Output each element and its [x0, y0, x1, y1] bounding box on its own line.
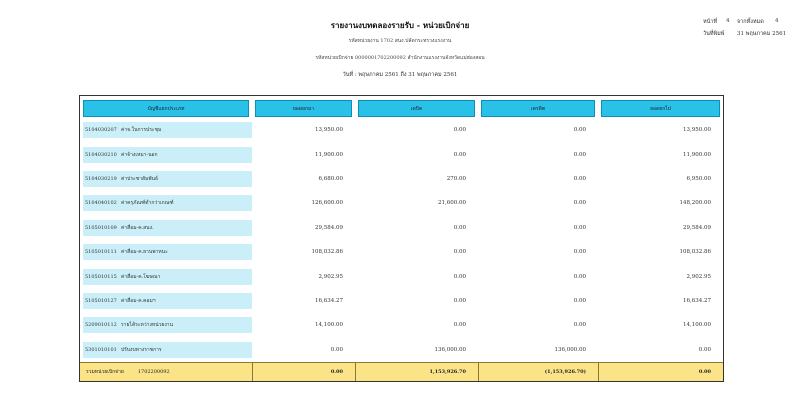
- column-header-carried-forward: ยอดยกไป: [598, 96, 723, 118]
- account-code: 5104040102: [85, 200, 117, 207]
- total-pages: 4: [775, 18, 779, 24]
- credit-cell: 0.00: [573, 175, 586, 182]
- account-code: 5105010127: [85, 297, 117, 304]
- account-code: 5104030210: [85, 151, 117, 158]
- carried-forward-cell: 29,584.09: [683, 224, 711, 231]
- credit-cell: 136,000.00: [554, 346, 586, 353]
- table-row: [80, 142, 723, 166]
- trial-balance-table: [79, 95, 724, 382]
- table-row: [80, 313, 723, 337]
- account-name: ค่าจ.ในการประชุม: [121, 127, 162, 134]
- carried-forward-cell: 16,634.27: [683, 297, 711, 304]
- total-label-cell: [80, 362, 252, 381]
- account-cell: [80, 264, 252, 288]
- brought-forward-cell: 16,634.27: [315, 297, 343, 304]
- column-header-debit: เดบิต: [355, 96, 478, 118]
- account-name: ค่าสื่อม-ค.ยานพาหนะ: [121, 249, 168, 256]
- credit-cell: 0.00: [573, 224, 586, 231]
- carried-forward-cell: 108,032.86: [679, 249, 711, 256]
- account-cell: [80, 191, 252, 215]
- debit-cell: 0.00: [453, 224, 466, 231]
- account-cell: [80, 240, 252, 264]
- account-name: ค่าสื่อม-ค.โฆษณา: [121, 273, 161, 280]
- account-code: 5105010109: [85, 224, 117, 231]
- debit-cell: 0.00: [453, 297, 466, 304]
- brought-forward-cell: 0.00: [330, 346, 343, 353]
- debit-cell: 21,600.00: [438, 200, 466, 207]
- table-header-row: [80, 96, 723, 118]
- table-row: [80, 167, 723, 191]
- brought-forward-cell: 13,950.00: [315, 127, 343, 134]
- account-cell: [80, 338, 252, 362]
- table-row: [80, 216, 723, 240]
- credit-cell: 0.00: [573, 297, 586, 304]
- account-name: ค่าครุภัณฑ์ต่ำกว่าเกณฑ์: [121, 200, 174, 207]
- credit-cell: 0.00: [573, 127, 586, 134]
- column-header-brought-forward: ยอดยกมา: [252, 96, 355, 118]
- brought-forward-cell: 2,902.95: [318, 273, 343, 280]
- account-cell: [80, 216, 252, 240]
- debit-cell: 270.00: [446, 175, 466, 182]
- total-unit-code: 1702200092: [137, 368, 170, 375]
- account-cell: [80, 142, 252, 166]
- table-row: [80, 289, 723, 313]
- credit-cell: 0.00: [573, 151, 586, 158]
- carried-forward-cell: 11,900.00: [683, 151, 711, 158]
- report-title: รายงานงบทดลองรายรับ - หน่วยเบิกจ่าย: [330, 20, 470, 30]
- page-number: 4: [726, 18, 730, 24]
- disbursement-unit-line: รหัสหน่วยเบิกจ่าย 0000001702200092 สำนักงานแรงงานจังหวัดแม่ฮ่องสอน: [315, 55, 485, 61]
- table-row: [80, 118, 723, 142]
- credit-cell: 0.00: [573, 249, 586, 256]
- date-range: วันที่ : พฤษภาคม 2561 ถึง 31 พฤษภาคม 2561: [342, 72, 458, 78]
- table-row: [80, 191, 723, 215]
- total-row: [80, 362, 723, 381]
- credit-cell: 0.00: [573, 273, 586, 280]
- account-code: 5104030207: [85, 127, 117, 134]
- carried-forward-cell: 2,902.95: [686, 273, 711, 280]
- brought-forward-cell: 108,032.86: [311, 249, 343, 256]
- account-cell: [80, 289, 252, 313]
- total-brought-forward: 0.00: [252, 362, 355, 381]
- brought-forward-cell: 126,600.00: [311, 200, 343, 207]
- carried-forward-cell: 13,950.00: [683, 127, 711, 134]
- account-name: รายได้ระหว่างหน่วยงาน: [121, 322, 174, 329]
- carried-forward-cell: 148,200.00: [679, 200, 711, 207]
- account-cell: [80, 313, 252, 337]
- total-credit: (1,153,926.70): [478, 362, 598, 381]
- account-name: ค่าจ้างเหมา-นอก: [121, 151, 158, 158]
- total-label: รวมหน่วยเบิกจ่าย: [86, 368, 124, 375]
- print-date: 31 พฤษภาคม 2561: [737, 31, 787, 37]
- column-header-credit: เครดิต: [478, 96, 598, 118]
- debit-cell: 136,000.00: [434, 346, 466, 353]
- debit-cell: 0.00: [453, 151, 466, 158]
- account-code: 5105010115: [85, 273, 117, 280]
- brought-forward-cell: 6,680.00: [318, 175, 343, 182]
- account-name: ค่าสื่อม-ค.สนง.: [121, 224, 154, 231]
- table-row: [80, 338, 723, 362]
- account-cell: [80, 167, 252, 191]
- carried-forward-cell: 14,100.00: [683, 322, 711, 329]
- table-row: [80, 264, 723, 288]
- brought-forward-cell: 14,100.00: [315, 322, 343, 329]
- total-pages-label: จากทั้งหมด: [737, 19, 764, 25]
- brought-forward-cell: 11,900.00: [315, 151, 343, 158]
- account-code: 5104030219: [85, 175, 117, 182]
- carried-forward-cell: 0.00: [698, 346, 711, 353]
- agency-line: รหัสหน่วยงาน 1702 สนง.ปลัดกระทรวงแรงงาน: [348, 38, 452, 44]
- account-name: ค่าประชาสัมพันธ์: [121, 175, 159, 182]
- page-label: หน้าที่: [703, 19, 718, 25]
- debit-cell: 0.00: [453, 249, 466, 256]
- credit-cell: 0.00: [573, 322, 586, 329]
- credit-cell: 0.00: [573, 200, 586, 207]
- brought-forward-cell: 29,584.09: [315, 224, 343, 231]
- column-header-account: บัญชีแยกประเภท: [80, 96, 252, 118]
- account-code: 5105010111: [85, 249, 117, 256]
- account-name: ปรับงบทางราชการ: [121, 346, 162, 353]
- total-carried-forward: 0.00: [598, 362, 723, 381]
- debit-cell: 0.00: [453, 273, 466, 280]
- table-row: [80, 240, 723, 264]
- account-name: ค่าสื่อม-ค.คอมฯ: [121, 297, 156, 304]
- account-code: 5301010101: [85, 346, 117, 353]
- account-code: 5209010112: [85, 322, 117, 329]
- print-date-label: วันที่พิมพ์: [703, 31, 725, 37]
- account-cell: [80, 118, 252, 142]
- total-debit: 1,153,926.70: [355, 362, 478, 381]
- debit-cell: 0.00: [453, 127, 466, 134]
- debit-cell: 0.00: [453, 322, 466, 329]
- carried-forward-cell: 6,950.00: [686, 175, 711, 182]
